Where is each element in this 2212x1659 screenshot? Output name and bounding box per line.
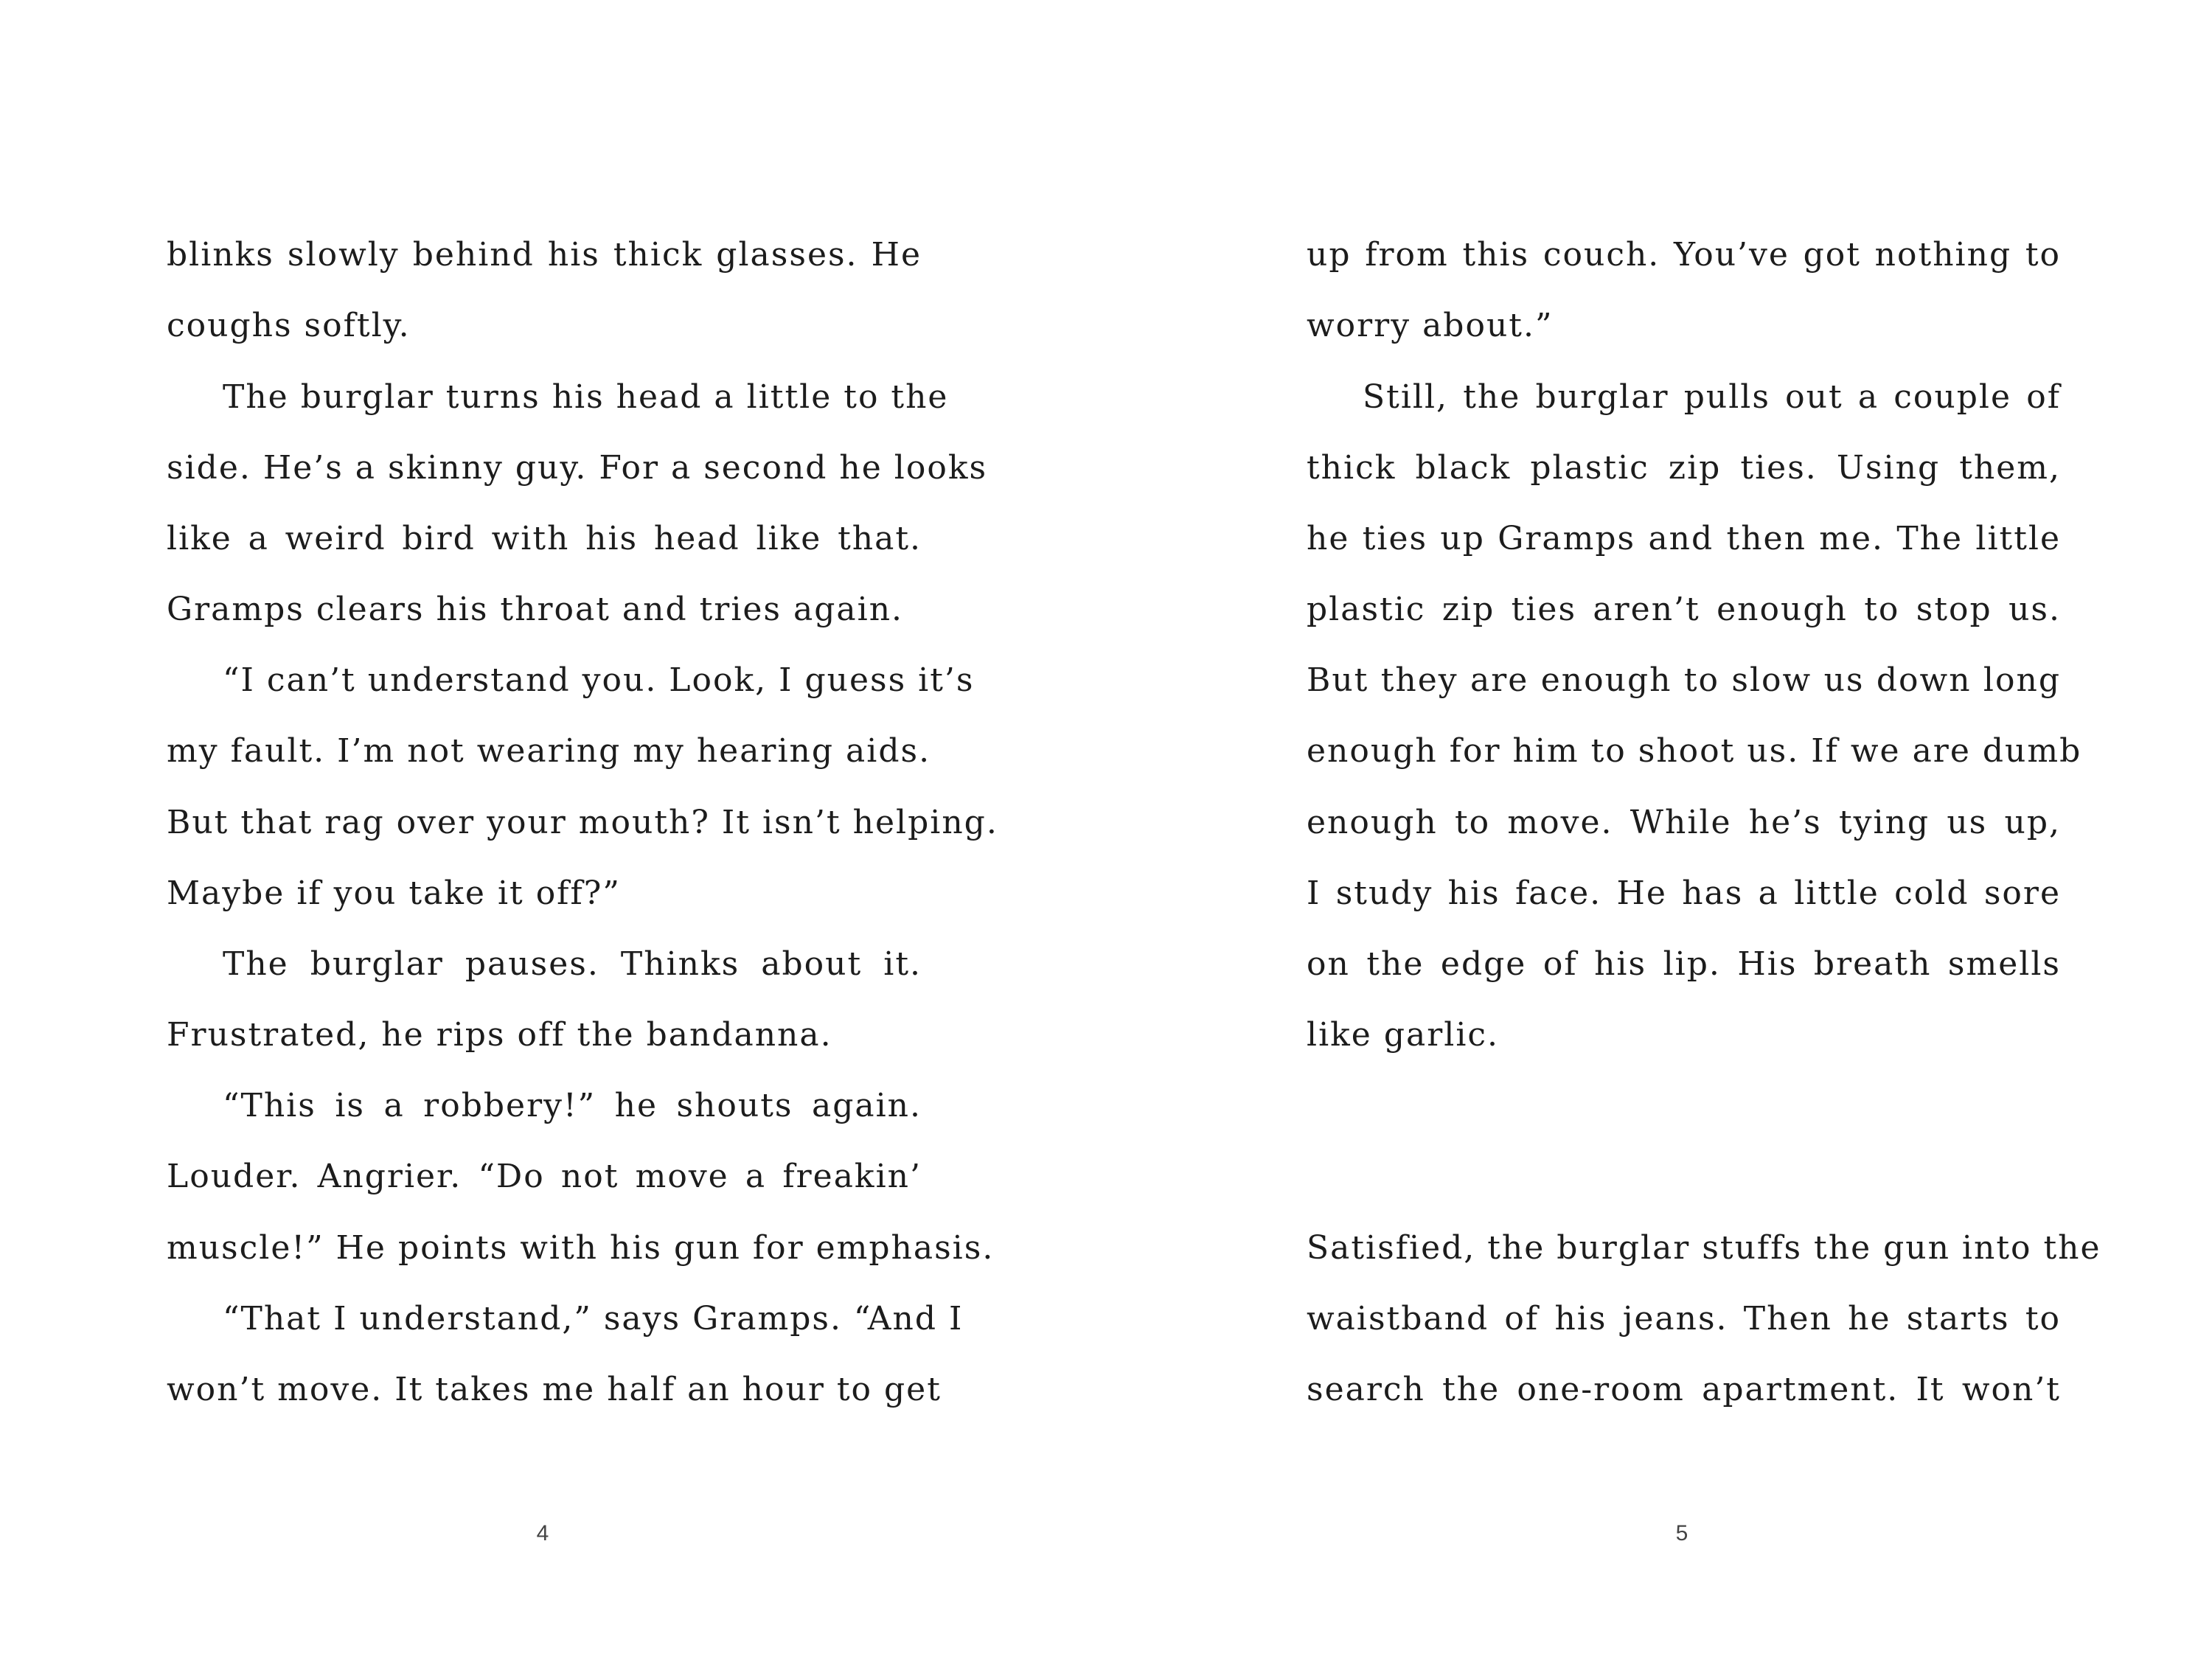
page-number: 5 bbox=[1675, 1521, 1688, 1545]
text-line: on the edge of his lip. His breath smells bbox=[1307, 945, 2061, 983]
text-line: Louder. Angrier. “Do not move a freakin’ bbox=[167, 1158, 922, 1195]
text-line: plastic zip ties aren’t enough to stop us. bbox=[1307, 591, 2061, 628]
text-line: like a weird bird with his head like that. bbox=[167, 520, 922, 557]
text-line: worry about.” bbox=[1307, 307, 1554, 344]
text-line: But that rag over your mouth? It isn’t helping. bbox=[167, 804, 998, 841]
text-line: The burglar pauses. Thinks about it. bbox=[223, 945, 922, 983]
text-line: blinks slowly behind his thick glasses. He bbox=[167, 236, 922, 274]
text-line: “That I understand,” says Gramps. “And I bbox=[223, 1300, 964, 1338]
text-line: “I can’t understand you. Look, I guess it’s bbox=[223, 661, 975, 699]
right-page bbox=[1106, 0, 2212, 1659]
text-line: side. He’s a skinny guy. For a second he looks bbox=[167, 449, 988, 487]
text-line: my fault. I’m not wearing my hearing aids. bbox=[167, 732, 931, 770]
text-line: thick black plastic zip ties. Using them, bbox=[1307, 449, 2061, 487]
text-line: enough for him to shoot us. If we are dumb bbox=[1307, 732, 2082, 770]
text-line: But they are enough to slow us down long bbox=[1307, 661, 2061, 699]
text-line: Still, the burglar pulls out a couple of bbox=[1363, 378, 2061, 416]
text-line: coughs softly. bbox=[167, 307, 411, 344]
text-line: The burglar turns his head a little to the bbox=[223, 378, 949, 416]
text-line: Frustrated, he rips off the bandanna. bbox=[167, 1016, 832, 1054]
text-line: waistband of his jeans. Then he starts to bbox=[1307, 1300, 2061, 1338]
text-line: Maybe if you take it off?” bbox=[167, 874, 621, 912]
text-line: search the one-room apartment. It won’t bbox=[1307, 1371, 2061, 1408]
text-line: up from this couch. You’ve got nothing to bbox=[1307, 236, 2061, 274]
text-line: like garlic. bbox=[1307, 1016, 1500, 1054]
text-line: enough to move. While he’s tying us up, bbox=[1307, 804, 2061, 841]
text-line: he ties up Gramps and then me. The little bbox=[1307, 520, 2061, 557]
text-line: won’t move. It takes me half an hour to get bbox=[167, 1371, 942, 1408]
text-line: Satisfied, the burglar stuffs the gun into the bbox=[1307, 1229, 2101, 1267]
text-line: Gramps clears his throat and tries again. bbox=[167, 591, 904, 628]
text-line: muscle!” He points with his gun for emphasis. bbox=[167, 1229, 995, 1267]
text-line: I study his face. He has a little cold sore bbox=[1307, 874, 2061, 912]
page-number: 4 bbox=[536, 1521, 549, 1545]
text-line: “This is a robbery!” he shouts again. bbox=[223, 1087, 922, 1124]
